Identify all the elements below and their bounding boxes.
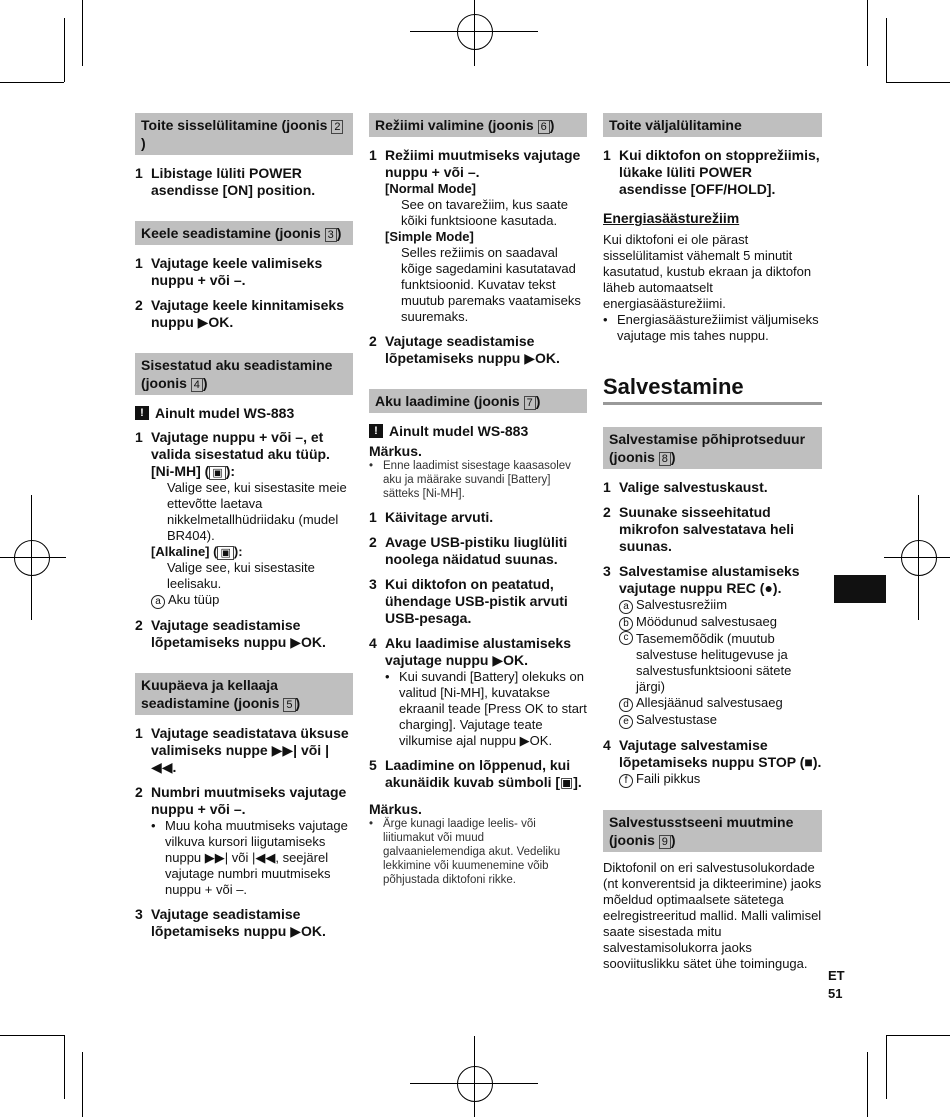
chapter-heading: Salvestamine <box>603 374 822 405</box>
crop-mark <box>867 1052 868 1117</box>
note-text: • Enne laadimist sisestage kaasasolev aku ja määrake suvandi [Battery] sätteks [Ni-MH]. <box>369 460 571 500</box>
registration-mark <box>14 540 50 576</box>
step: 2 Numbri muutmiseks vajutage nuppu + või –. <box>135 784 347 817</box>
registration-line <box>31 495 32 620</box>
section-heading-charging: Aku laadimine (joonis 7 ) <box>369 389 587 413</box>
step: 2 Vajutage keele kinnitamiseks nuppu ▶OK. <box>135 297 344 330</box>
registration-line <box>918 495 919 620</box>
option-description: Valige see, kui sisestasite leelisaku. <box>167 560 315 591</box>
crop-mark <box>0 82 64 83</box>
callout-item: d Allesjäänud salvestusaeg <box>619 695 822 712</box>
callout-item: a Salvestusrežiim <box>619 597 822 614</box>
callout-item: e Salvestustase <box>619 712 822 729</box>
step: 1 Libistage lüliti POWER asendisse [ON] position. <box>135 165 316 198</box>
section-heading-battery-setting: Sisestatud aku seadistamine (joonis 4 ) <box>135 353 353 395</box>
crop-mark <box>886 18 887 82</box>
crop-mark <box>82 0 83 66</box>
note-heading: Märkus. <box>369 443 422 459</box>
callout-item: b Möödunud salvestusaeg <box>619 614 822 631</box>
registration-line <box>0 557 66 558</box>
step: 1 Vajutage keele valimiseks nuppu + või –. <box>135 255 323 288</box>
model-warning: ! Ainult mudel WS-883 <box>135 405 353 421</box>
crop-mark <box>886 82 950 83</box>
step: 2 Avage USB-pistiku liuglüliti noolega näidatud suunas. <box>369 534 568 567</box>
crop-mark <box>886 1035 887 1099</box>
crop-mark <box>64 1035 65 1099</box>
bullet-item: • Kui suvandi [Battery] olekuks on valitud [Ni-MH], kuvatakse ekraanil teade [Press OK to start charging]. Vajutage teate vilkumise ajal nuppu ▶OK. <box>385 669 587 748</box>
section-heading-recording: Salvestamise põhiprotseduur (joonis 8 ) <box>603 427 822 469</box>
registration-line <box>474 0 475 66</box>
section-heading-power-on: Toite sisselülitamine (joonis 2) <box>135 113 353 155</box>
note-text: • Ärge kunagi laadige leelis- või liitiumakut või muud galvaanielemendiga akut. Vedeliku lekkimine või kuumenemine võib põhjustada diktofoni rikke. <box>369 818 561 886</box>
battery-icon: ▣ <box>209 466 225 480</box>
model-warning: ! Ainult mudel WS-883 <box>369 423 587 439</box>
option-label: [Normal Mode] <box>385 181 476 196</box>
crop-mark <box>0 1035 64 1036</box>
bullet-item: • Muu koha muutmiseks vajutage vilkuva kursori liigutamiseks nuppu ▶▶| või |◀◀, seejärel vajutage numbri muutmiseks nuppu + või –. <box>151 818 348 897</box>
subheading-energy-saving: Energiasäästurežiim <box>603 210 740 226</box>
crop-mark <box>82 1052 83 1117</box>
section-heading-mode: Režiimi valimine (joonis 6 ) <box>369 113 587 137</box>
step: 1 Vajutage seadistatava üksuse valimiseks nuppe ▶▶| või |◀◀. <box>135 725 349 775</box>
callout-item: c Tasememõõdik (muutub salvestuse helitugevuse ja salvestusfunktsiooni sätete järgi) <box>619 631 822 695</box>
battery-icon: ▣ <box>217 546 233 560</box>
step: 3 Kui diktofon on peatatud, ühendage USB-pistik arvuti USB-pesaga. <box>369 576 568 626</box>
option-label: [Simple Mode] <box>385 229 474 244</box>
registration-line <box>884 557 950 558</box>
column-1 <box>135 113 353 940</box>
option-label: [Alkaline] ( ▣ ): <box>151 544 243 559</box>
registration-line <box>474 1036 475 1117</box>
callout-item: a Aku tüüp <box>151 592 353 609</box>
warning-icon: ! <box>135 406 149 420</box>
note-heading: Märkus. <box>369 801 422 817</box>
column-2 <box>369 113 587 887</box>
crop-mark <box>64 18 65 82</box>
step: 4 Vajutage salvestamise lõpetamiseks nuppu STOP (■). <box>603 737 822 770</box>
section-heading-language: Keele seadistamine (joonis 3 ) <box>135 221 353 245</box>
crop-mark <box>867 0 868 66</box>
step: 1 Kui diktofon on stopprežiimis, lükake lüliti POWER asendisse [OFF/HOLD]. <box>603 147 820 197</box>
step: 1 Vajutage nuppu + või –, et valida sisestatud aku tüüp. [Ni-MH] ( ▣ ): <box>135 429 330 479</box>
step: 3 Vajutage seadistamise lõpetamiseks nuppu ▶OK. <box>135 906 326 939</box>
step: 1 Valige salvestuskaust. <box>603 479 768 495</box>
crop-mark <box>886 1035 950 1036</box>
section-heading-power-off: Toite väljalülitamine <box>603 113 822 137</box>
step: 1 Režiimi muutmiseks vajutage nuppu + või –. <box>369 147 581 180</box>
registration-mark <box>457 14 493 50</box>
bullet-item: • Energiasäästurežiimist väljumiseks vajutage mis tahes nuppu. <box>603 312 819 343</box>
section-heading-scene: Salvestusstseeni muutmine (joonis 9 ) <box>603 810 822 852</box>
option-description: See on tavarežiim, kus saate kõiki funktsioone kasutada. <box>401 197 568 228</box>
page-number: 51 <box>828 986 843 1001</box>
step: 2 Vajutage seadistamise lõpetamiseks nuppu ▶OK. <box>135 617 326 650</box>
step: 3 Salvestamise alustamiseks vajutage nuppu REC (●). <box>603 563 800 596</box>
paragraph: Kui diktofoni ei ole pärast sisselülitamist vähemalt 5 minutit kasutatud, kustub ekraan ja diktofon läheb automaatselt energiasäästurežiimi. <box>603 232 812 311</box>
paragraph: Diktofonil on eri salvestusolukordade (nt konverentsid ja dikteerimine) jaoks mõeldud optimaalsete sätetega eelregistreeritud mallid. Malli valimisel saate sisestada mitu salvestamisolukorra jaoks sooviituslikku sätet ühe toiminguga. <box>603 860 822 971</box>
registration-mark <box>457 1066 493 1102</box>
section-tab-marker <box>834 575 886 603</box>
step: 4 Aku laadimise alustamiseks vajutage nuppu ▶OK. <box>369 635 571 668</box>
page-language: ET <box>828 968 845 983</box>
warning-icon: ! <box>369 424 383 438</box>
option-description: Valige see, kui sisestasite meie ettevõtte laetava nikkelmetallhüdriidaku (mudel BR404). <box>167 480 347 543</box>
option-description: Selles režiimis on saadaval kõige sagedamini kasutatavad funktsioonid. Kuvatav tekst muutub paremaks vaatamiseks suuremaks. <box>401 245 581 324</box>
step: 5 Laadimine on lõppenud, kui akunäidik kuvab sümboli [▣]. <box>369 757 582 790</box>
step: 2 Suunake sisseehitatud mikrofon salvestatava heli suunas. <box>603 504 795 554</box>
step: 2 Vajutage seadistamise lõpetamiseks nuppu ▶OK. <box>369 333 560 366</box>
section-heading-date-time: Kuupäeva ja kellaaja seadistamine (joonis 5 ) <box>135 673 353 715</box>
callout-item: f Faili pikkus <box>619 771 822 788</box>
column-3 <box>603 113 822 972</box>
registration-mark <box>901 540 937 576</box>
step: 1 Käivitage arvuti. <box>369 509 494 525</box>
